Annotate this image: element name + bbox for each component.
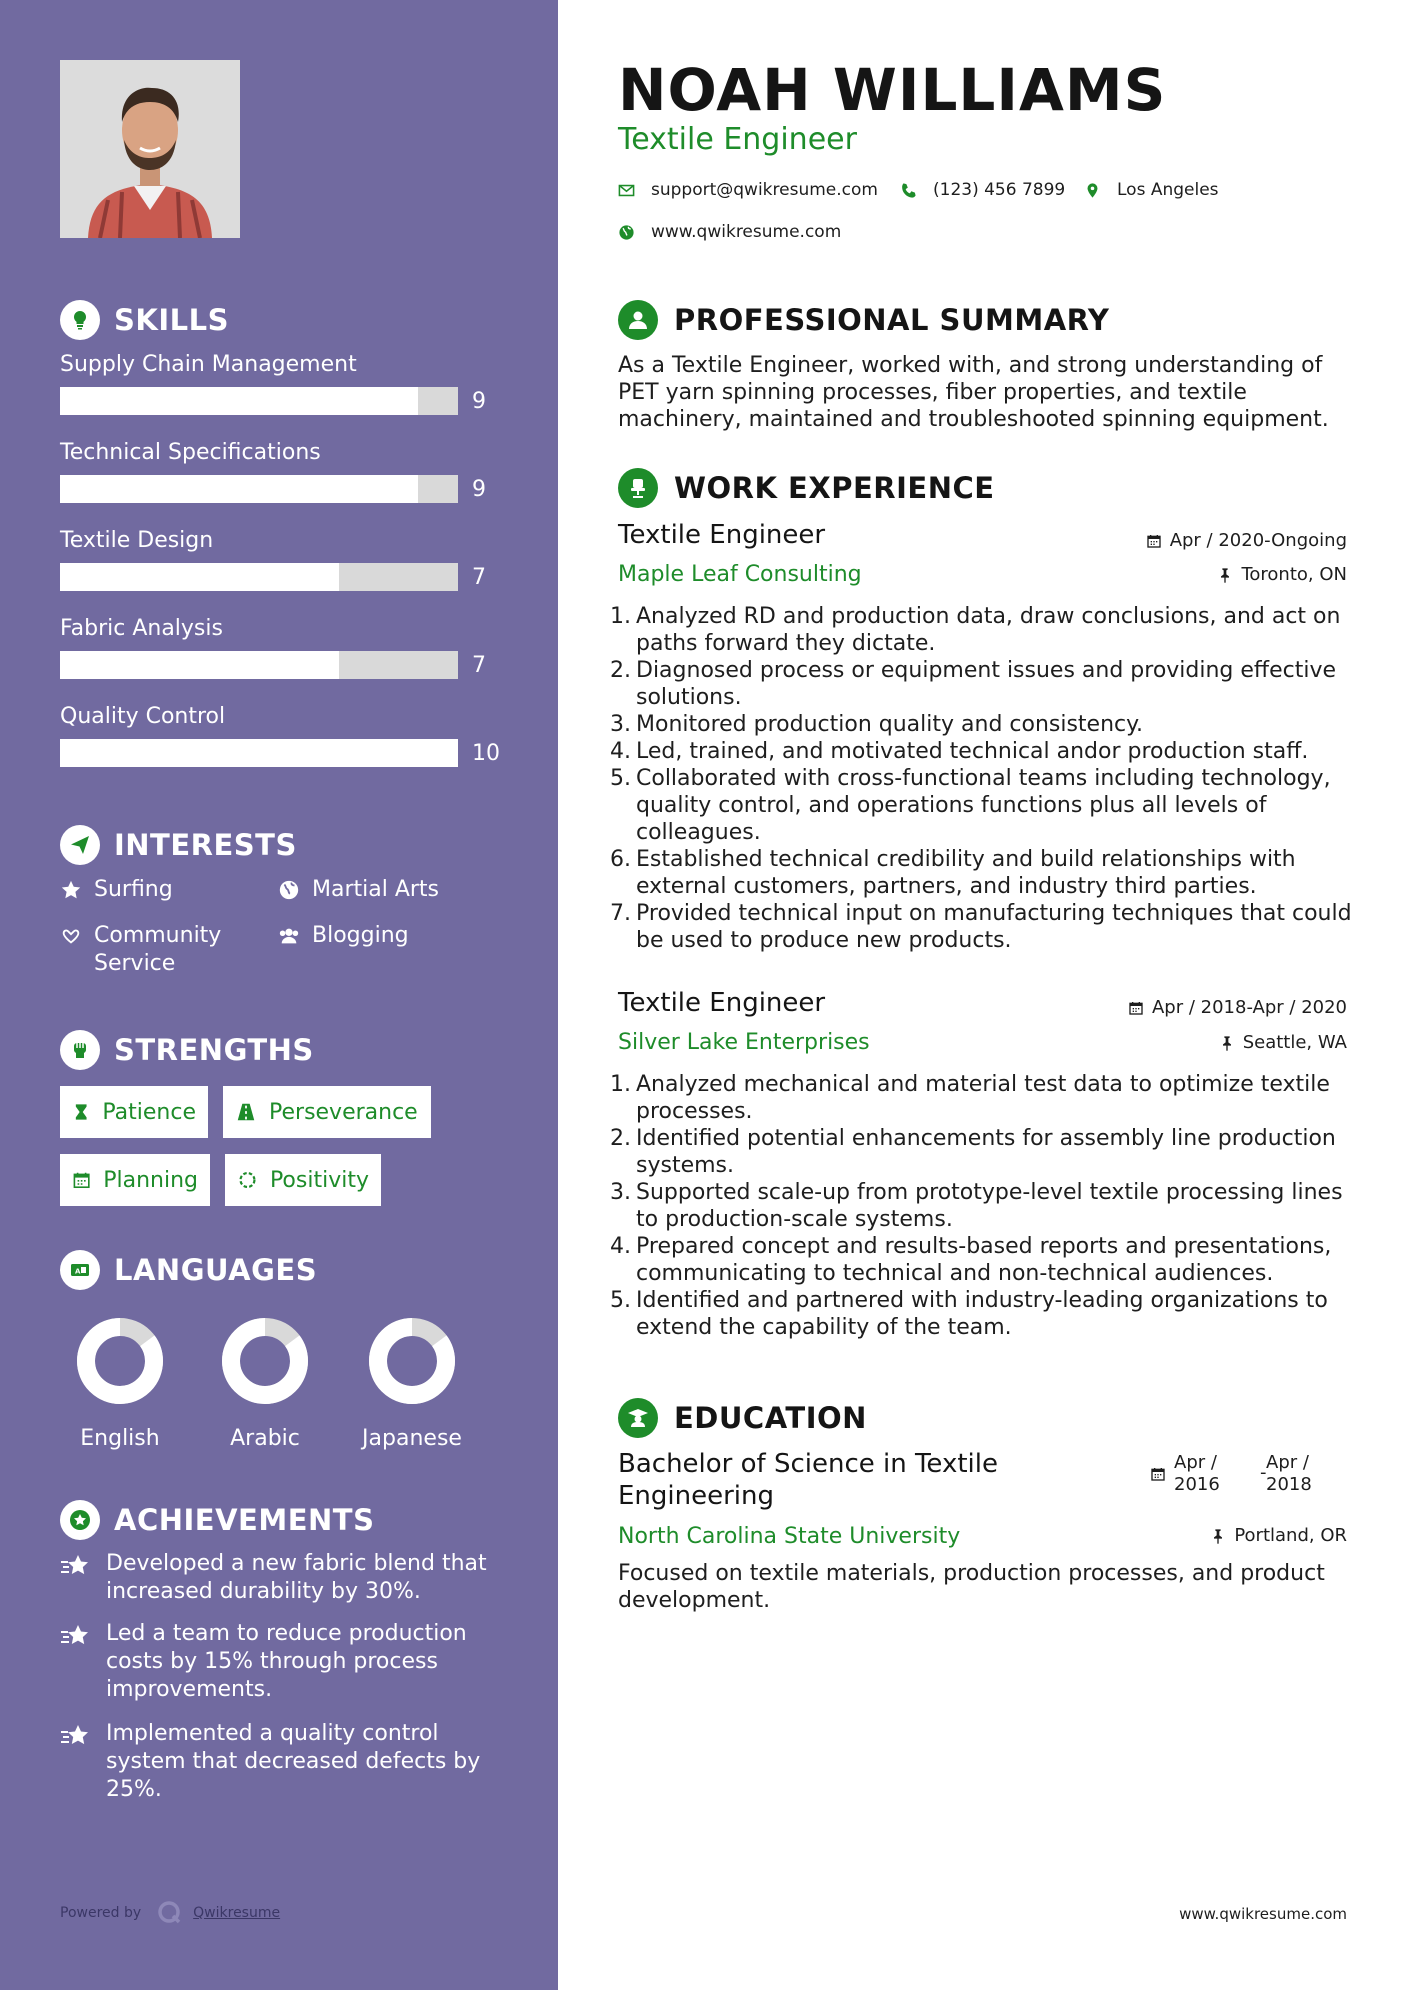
- interests-title: INTERESTS: [114, 828, 297, 862]
- globe-icon: [618, 224, 635, 241]
- list-item: 5. Collaborated with cross-functional teams including technology, quality control, and operations functions plus all levels of colleagues.: [610, 765, 1355, 846]
- job-title: Textile Engineer: [618, 988, 826, 1018]
- education-start-month: Apr /: [1174, 1452, 1217, 1473]
- list-item: 5. Identified and partnered with industry-leading organizations to extend the capability of the team.: [610, 1287, 1355, 1341]
- candidate-title: Textile Engineer: [618, 122, 857, 157]
- map-pin-icon: [1084, 182, 1101, 199]
- language-name: Arabic: [230, 1426, 300, 1451]
- contact-website-text: www.qwikresume.com: [651, 222, 842, 242]
- skills-heading: [60, 300, 229, 340]
- education-title: EDUCATION: [674, 1401, 867, 1435]
- languages-title: LANGUAGES: [114, 1253, 318, 1287]
- powered-by-label: Powered by: [60, 1905, 142, 1921]
- interest-item: [60, 922, 260, 978]
- powered-by-link[interactable]: Qwikresume: [193, 1905, 281, 1921]
- job-dates-text: Apr / 2018-Apr / 2020: [1151, 997, 1347, 1018]
- skill-score: 7: [472, 653, 486, 678]
- education-date-separator: -: [1260, 1462, 1267, 1483]
- language-ring: [367, 1316, 457, 1406]
- profile-photo-illustration: [60, 60, 240, 238]
- interest-label: Surfing: [94, 877, 173, 902]
- list-item-text: Diagnosed process or equipment issues and providing effective solutions.: [636, 658, 1337, 710]
- degree-line: Bachelor of Science in Textile: [618, 1449, 998, 1479]
- achievement-text: Implemented a quality control system that decreased defects by 25%.: [106, 1721, 481, 1802]
- contact-email-text: support@qwikresume.com: [651, 180, 878, 200]
- hourglass-icon: [72, 1101, 90, 1123]
- achievement-item: [60, 1620, 500, 1704]
- skill-score: 7: [472, 565, 486, 590]
- list-item-text: Collaborated with cross-functional teams including technology, quality control, and operations functions plus all levels of colleagues.: [636, 766, 1331, 845]
- pushpin-icon: [1219, 1035, 1235, 1051]
- pushpin-icon: [1217, 567, 1233, 583]
- achievement-item: [60, 1550, 500, 1606]
- heart-hand-icon: [60, 925, 82, 947]
- experience-heading: [618, 468, 995, 508]
- achievements-heading: [60, 1500, 374, 1540]
- interest-label: Community Service: [94, 923, 222, 976]
- contact-email[interactable]: [618, 180, 878, 200]
- skill-bar-track: [60, 563, 458, 591]
- language-item: [50, 1316, 190, 1451]
- strength-label: Perseverance: [269, 1099, 418, 1125]
- footer-website[interactable]: www.qwikresume.com: [1179, 1905, 1347, 1923]
- list-item: 4. Led, trained, and motivated technical andor production staff.: [610, 739, 1309, 764]
- job-location: [1217, 564, 1347, 585]
- language-item: [195, 1316, 335, 1451]
- qwikresume-logo-icon: [157, 1900, 183, 1926]
- contact-phone-text: (123) 456 7899: [933, 180, 1066, 200]
- list-item: 3. Monitored production quality and consistency.: [610, 712, 1144, 737]
- interest-item: [60, 876, 260, 904]
- calendar-icon: [1146, 533, 1162, 549]
- list-item-text: Supported scale-up from prototype-level textile processing lines to production-scale systems.: [636, 1180, 1343, 1232]
- list-item-text: Identified potential enhancements for assembly line production systems.: [636, 1126, 1336, 1178]
- user-icon: [618, 300, 658, 340]
- shooting-star-icon: [60, 1622, 90, 1650]
- skill-bar-fill: [60, 651, 339, 679]
- language-name: English: [80, 1426, 160, 1451]
- spinner-icon: [237, 1169, 258, 1191]
- interest-item: [278, 876, 498, 904]
- strengths-heading: [60, 1030, 314, 1070]
- list-item: 3. Supported scale-up from prototype-level textile processing lines to production-scale systems.: [610, 1179, 1355, 1233]
- list-item-text: Prepared concept and results-based reports and presentations, communicating to technical and non-technical audiences.: [636, 1234, 1332, 1286]
- achievement-text: Developed a new fabric blend that increased durability by 30%.: [106, 1551, 487, 1604]
- star-icon: [60, 879, 82, 901]
- interest-label: Martial Arts: [312, 877, 440, 902]
- achievement-text: Led a team to reduce production costs by 15% through process improvements.: [106, 1621, 467, 1702]
- school-name: North Carolina State University: [618, 1524, 961, 1549]
- skill-bar-track: [60, 651, 458, 679]
- skill-bar-fill: [60, 563, 339, 591]
- list-item-text: Led, trained, and motivated technical andor production staff.: [636, 739, 1309, 764]
- language-item: [342, 1316, 482, 1451]
- language-name: Japanese: [362, 1426, 462, 1451]
- contact-location: [1084, 180, 1219, 200]
- experience-title: WORK EXPERIENCE: [674, 471, 995, 505]
- skill-name: Supply Chain Management: [60, 352, 357, 377]
- graduate-icon: [618, 1398, 658, 1438]
- list-item-text: Established technical credibility and build relationships with external customers, partners, and industry third parties.: [636, 847, 1296, 899]
- job-location-text: Toronto, ON: [1241, 564, 1347, 585]
- sidebar: [0, 0, 558, 1990]
- skill-name: Technical Specifications: [60, 440, 321, 465]
- envelope-icon: [618, 182, 635, 199]
- job-location-text: Seattle, WA: [1242, 1032, 1347, 1053]
- skill-score: 9: [472, 477, 486, 502]
- skill-score: 9: [472, 389, 486, 414]
- skill-bar-fill: [60, 475, 418, 503]
- language-ring: [220, 1316, 310, 1406]
- summary-title: PROFESSIONAL SUMMARY: [674, 303, 1110, 337]
- job-title: Textile Engineer: [618, 520, 826, 550]
- job-dates: [1146, 530, 1347, 551]
- summary-text: As a Textile Engineer, worked with, and strong understanding of PET yarn spinning processes, fiber properties, and textile machinery, maintained and troubleshooted spinning equipment.: [618, 353, 1329, 432]
- skill-bar-track: [60, 387, 458, 415]
- job-responsibilities: [610, 603, 1355, 954]
- shooting-star-icon: [60, 1722, 90, 1750]
- calendar-icon: [1150, 1466, 1166, 1482]
- job-dates: [1128, 997, 1347, 1018]
- list-item-text: Analyzed mechanical and material test data to optimize textile processes.: [636, 1072, 1330, 1124]
- skill-bar-track: [60, 475, 458, 503]
- education-location-text: Portland, OR: [1234, 1525, 1347, 1546]
- education-end-month: Apr /: [1266, 1452, 1309, 1473]
- calendar-icon: [1128, 1000, 1144, 1016]
- job-responsibilities: [610, 1071, 1355, 1341]
- calendar-icon: [72, 1169, 91, 1191]
- list-item-text: Identified and partnered with industry-leading organizations to extend the capability of the team.: [636, 1288, 1328, 1340]
- interest-label: Blogging: [312, 923, 409, 948]
- skill-bar-fill: [60, 387, 418, 415]
- svg-text:A: A: [75, 1267, 81, 1276]
- list-item: 2. Identified potential enhancements for assembly line production systems.: [610, 1125, 1355, 1179]
- skill-item: [60, 352, 500, 415]
- skill-name: Fabric Analysis: [60, 616, 223, 641]
- skill-score: 10: [472, 741, 500, 766]
- education-end-date: [1266, 1452, 1312, 1496]
- education-description: Focused on textile materials, production processes, and product development.: [618, 1561, 1325, 1613]
- contact-phone[interactable]: [900, 180, 1065, 200]
- list-item-text: Monitored production quality and consistency.: [636, 712, 1144, 737]
- degree-title: [618, 1448, 998, 1512]
- list-item-text: Analyzed RD and production data, draw conclusions, and act on paths forward they dictate.: [636, 604, 1341, 656]
- list-item: 2. Diagnosed process or equipment issues and providing effective solutions.: [610, 657, 1355, 711]
- strengths-title: STRENGTHS: [114, 1033, 314, 1067]
- skill-bar-fill: [60, 739, 458, 767]
- achievements-title: ACHIEVEMENTS: [114, 1503, 375, 1537]
- lightbulb-icon: [60, 300, 100, 340]
- language-ring: [75, 1316, 165, 1406]
- skills-title: SKILLS: [114, 303, 229, 337]
- strength-badge: [60, 1086, 208, 1138]
- interests-heading: [60, 825, 297, 865]
- job-dates-text: Apr / 2020-Ongoing: [1169, 530, 1347, 551]
- medal-star-icon: [60, 1500, 100, 1540]
- skill-name: Quality Control: [60, 704, 226, 729]
- strength-label: Positivity: [269, 1167, 369, 1193]
- list-item: 7. Provided technical input on manufacturing techniques that could be used to produce new products.: [610, 900, 1355, 954]
- list-item-text: Provided technical input on manufacturing techniques that could be used to produce new products.: [636, 901, 1352, 953]
- language-icon: [60, 1250, 100, 1290]
- skill-name: Textile Design: [60, 528, 214, 553]
- education-end-year: 2018: [1266, 1474, 1312, 1495]
- interest-item: [278, 922, 498, 950]
- phone-icon: [900, 182, 917, 199]
- strength-label: Planning: [103, 1167, 198, 1193]
- job-company: Maple Leaf Consulting: [618, 562, 862, 587]
- education-heading: [618, 1398, 867, 1438]
- contact-location-text: Los Angeles: [1117, 180, 1219, 200]
- skill-item: [60, 704, 500, 767]
- office-chair-icon: [618, 468, 658, 508]
- powered-by: [60, 1900, 280, 1926]
- education-location: [1210, 1525, 1347, 1546]
- summary-heading: [618, 300, 1109, 340]
- list-item: 6. Established technical credibility and build relationships with external customers, partners, and industry third parties.: [610, 846, 1355, 900]
- strength-badge: [223, 1086, 431, 1138]
- education-start-date: [1150, 1452, 1220, 1496]
- profile-photo: [60, 60, 240, 238]
- achievement-item: [60, 1720, 500, 1804]
- skill-item: [60, 528, 500, 591]
- strength-badge: [225, 1154, 381, 1206]
- strength-label: Patience: [102, 1099, 196, 1125]
- road-icon: [235, 1101, 257, 1123]
- shooting-star-icon: [60, 1552, 90, 1580]
- skill-bar-track: [60, 739, 458, 767]
- list-item: 1. Analyzed RD and production data, draw conclusions, and act on paths forward they dictate.: [610, 603, 1355, 657]
- contact-website[interactable]: [618, 222, 841, 242]
- degree-line: Engineering: [618, 1481, 774, 1511]
- users-icon: [278, 925, 300, 947]
- paper-plane-icon: [60, 825, 100, 865]
- skill-item: [60, 616, 500, 679]
- job-location: [1219, 1032, 1347, 1053]
- pushpin-icon: [1210, 1528, 1226, 1544]
- strength-badge: [60, 1154, 210, 1206]
- fist-icon: [60, 1030, 100, 1070]
- globe-icon: [278, 879, 300, 901]
- list-item: 1. Analyzed mechanical and material test data to optimize textile processes.: [610, 1071, 1355, 1125]
- skill-item: [60, 440, 500, 503]
- languages-heading: [60, 1250, 317, 1290]
- candidate-name: NOAH WILLIAMS: [618, 56, 1167, 124]
- list-item: 4. Prepared concept and results-based reports and presentations, communicating to technical and non-technical audiences.: [610, 1233, 1355, 1287]
- education-start-year: 2016: [1174, 1474, 1220, 1495]
- job-company: Silver Lake Enterprises: [618, 1030, 870, 1055]
